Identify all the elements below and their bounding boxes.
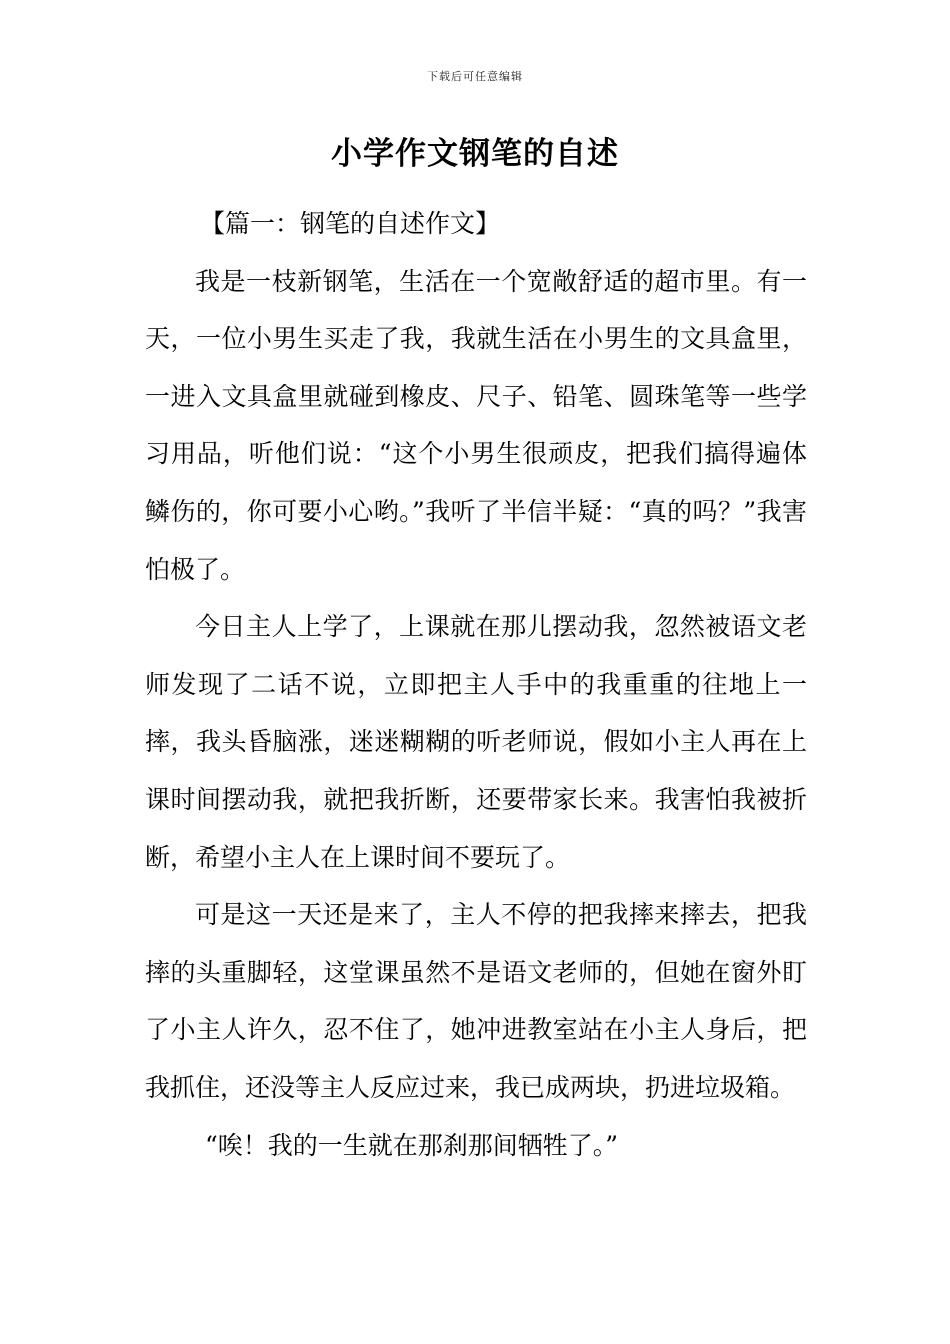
paragraph-2: 今日主人上学了，上课就在那儿摆动我，忽然被语文老师发现了二话不说，立即把主人手中的我重重的往地上一摔，我头昏脑涨，迷迷糊糊的听老师说，假如小主人再在上课时间摆动我，就把我折断，还要带家长来。我害怕我被折断，希望小主人在上课时间不要玩了。 bbox=[145, 612, 807, 872]
document-body bbox=[145, 195, 807, 1174]
paragraph-3: 可是这一天还是来了，主人不停的把我摔来摔去，把我摔的头重脚轻，这堂课虽然不是语文老师的，但她在窗外盯了小主人许久，忍不住了，她冲进教室站在小主人身后，把我抓住，还没等主人反应过来，我已成两块，扔进垃圾箱。 bbox=[145, 900, 807, 1102]
header-note: 下载后可任意编辑 bbox=[427, 70, 523, 83]
document-title: 小学作文钢笔的自述 bbox=[331, 136, 619, 172]
section-heading: 【篇一：钢笔的自述作文】 bbox=[200, 209, 501, 238]
paragraph-1: 我是一枝新钢笔，生活在一个宽敞舒适的超市里。有一天，一位小男生买走了我，我就生活在小男生的文具盒里，一进入文具盒里就碰到橡皮、尺子、铅笔、圆珠笔等一些学习用品，听他们说：“这个小男生很顽皮，把我们搞得遍体鳞伤的，你可要小心哟。”我听了半信半疑：“真的吗？”我害怕极了。 bbox=[145, 266, 807, 584]
closing-line: “唉！我的一生就在那刹那间牺牲了。” bbox=[205, 1130, 619, 1160]
